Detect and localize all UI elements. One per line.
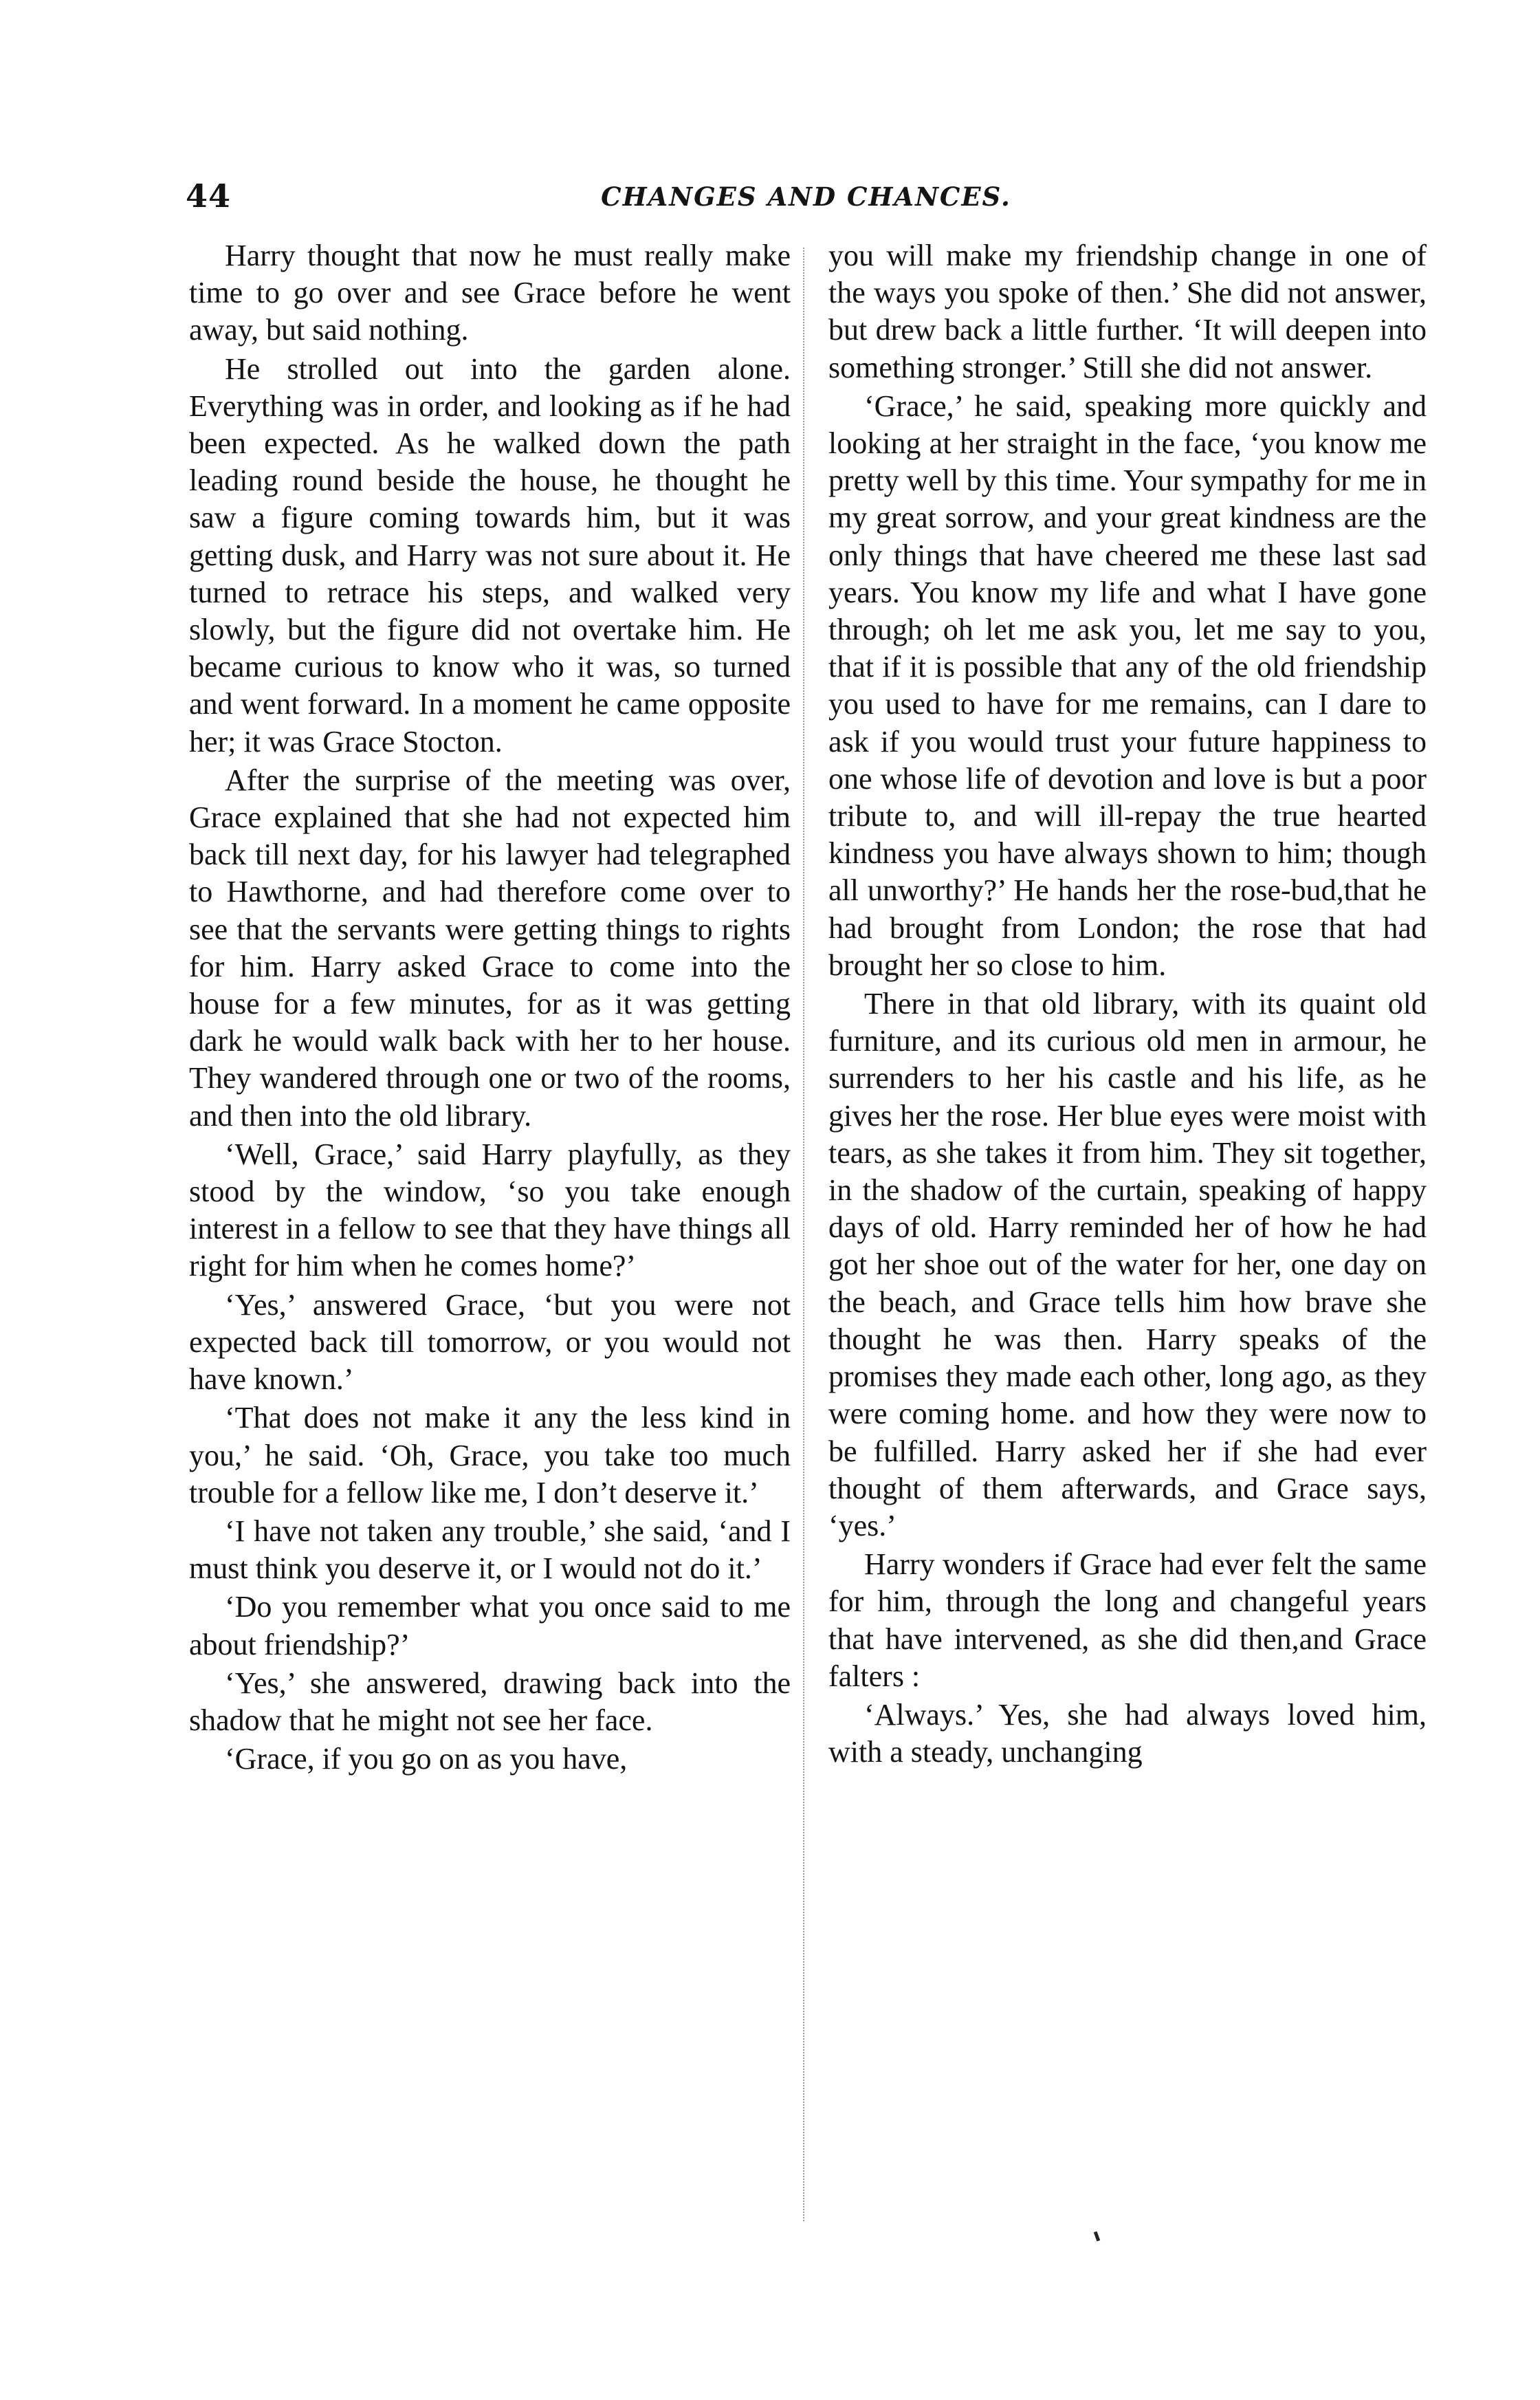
continued-paragraph: you will make my friendship change in one of the ways you spoke of then.’ She did not answer, but drew back a little further. ‘It will deepen into something stronger.’ Still she did not answer. bbox=[828, 239, 1427, 384]
paragraph: ‘Yes,’ she answered, drawing back into the shadow that he might not see her face. bbox=[189, 1666, 791, 1737]
paragraph: ‘Yes,’ answered Grace, ‘but you were not expected back till tomorrow, or you would not have known.’ bbox=[189, 1287, 791, 1397]
left-column bbox=[189, 237, 791, 1779]
paragraph: ‘Grace,’ he said, speaking more quickly and looking at her straight in the face, ‘you know me pretty well by this time. Your sympathy for me in my great sorrow, and your great kindness are the only things that have cheered me these last sad years. You know my life and what I have gone through; oh let me ask you, let me say to you, that if it is possible that any of the old friendship you used to have for me remains, can I dare to ask if you would trust your future happiness to one whose life of devotion and love is but a poor tribute to, and will ill-repay the true hearted kindness you have always shown to him; though all unworthy?’ He hands her the rose-bud,that he had brought from London; the rose that had brought her so close to him. bbox=[828, 389, 1427, 982]
paragraph: He strolled out into the garden alone. Everything was in order, and looking as if he had been expected. As he walked down the path leading round beside the house, he thought he saw a figure coming towards him, but it was getting dusk, and Harry was not sure about it. He turned to retrace his steps, and walked very slowly, but the figure did not overtake him. He became curious to know who it was, so turned and went forward. In a moment he came opposite her; it was Grace Stocton. bbox=[189, 351, 791, 759]
right-column bbox=[828, 237, 1427, 1772]
paragraph: ‘Do you remember what you once said to me about friendship?’ bbox=[189, 1590, 791, 1661]
page-number: 44 bbox=[186, 177, 232, 215]
paragraph: After the surprise of the meeting was over, Grace explained that she had not expected him back till next day, for his lawyer had telegraphed to Hawthorne, and had therefore come over to see that the servants were getting things to rights for him. Harry asked Grace to come into the house for a few minutes, for as it was getting dark he would walk back with her to her house. They wandered through one or two of the rooms, and then into the old library. bbox=[189, 763, 791, 1133]
paragraph: Harry wonders if Grace had ever felt the same for him, through the long and changeful years that have intervened, as she did then,and Grace falters : bbox=[828, 1547, 1427, 1693]
paragraph: ‘That does not make it any the less kind in you,’ he said. ‘Oh, Grace, you take too much trouble for a fellow like me, I don’t deserve it.’ bbox=[189, 1401, 791, 1509]
ink-speck bbox=[1094, 2232, 1100, 2242]
paragraph: ‘I have not taken any trouble,’ she said, ‘and I must think you deserve it, or I would not do it.’ bbox=[189, 1514, 791, 1586]
paragraph: ‘Grace, if you go on as you have, bbox=[225, 1742, 628, 1776]
running-head bbox=[186, 177, 1427, 219]
running-title: CHANGES AND CHANCES. bbox=[601, 182, 1011, 212]
column-divider bbox=[803, 248, 804, 2221]
paragraph: Harry thought that now he must really make time to go over and see Grace before he went away, but said nothing. bbox=[189, 239, 791, 347]
paragraph: ‘Well, Grace,’ said Harry playfully, as they stood by the window, ‘so you take enough interest in a fellow to see that they have things all right for him when he comes home?’ bbox=[189, 1137, 791, 1283]
paragraph: ‘Always.’ Yes, she had always loved him, with a steady, unchanging bbox=[828, 1697, 1427, 1769]
paragraph: There in that old library, with its quaint old furniture, and its curious old men in armour, he surrenders to her his castle and his life, as he gives her the rose. Her blue eyes were moist with tears, as she takes it from him. They sit together, in the shadow of the curtain, speaking of happy days of old. Harry reminded her of how he had got her shoe out of the water for her, one day on the beach, and Grace tells him how brave she thought he was then. Harry speaks of the promises they made each other, long ago, as they were coming home. and how they were now to be fulfilled. Harry asked her if she had ever thought of them afterwards, and Grace says, ‘yes.’ bbox=[828, 987, 1427, 1542]
